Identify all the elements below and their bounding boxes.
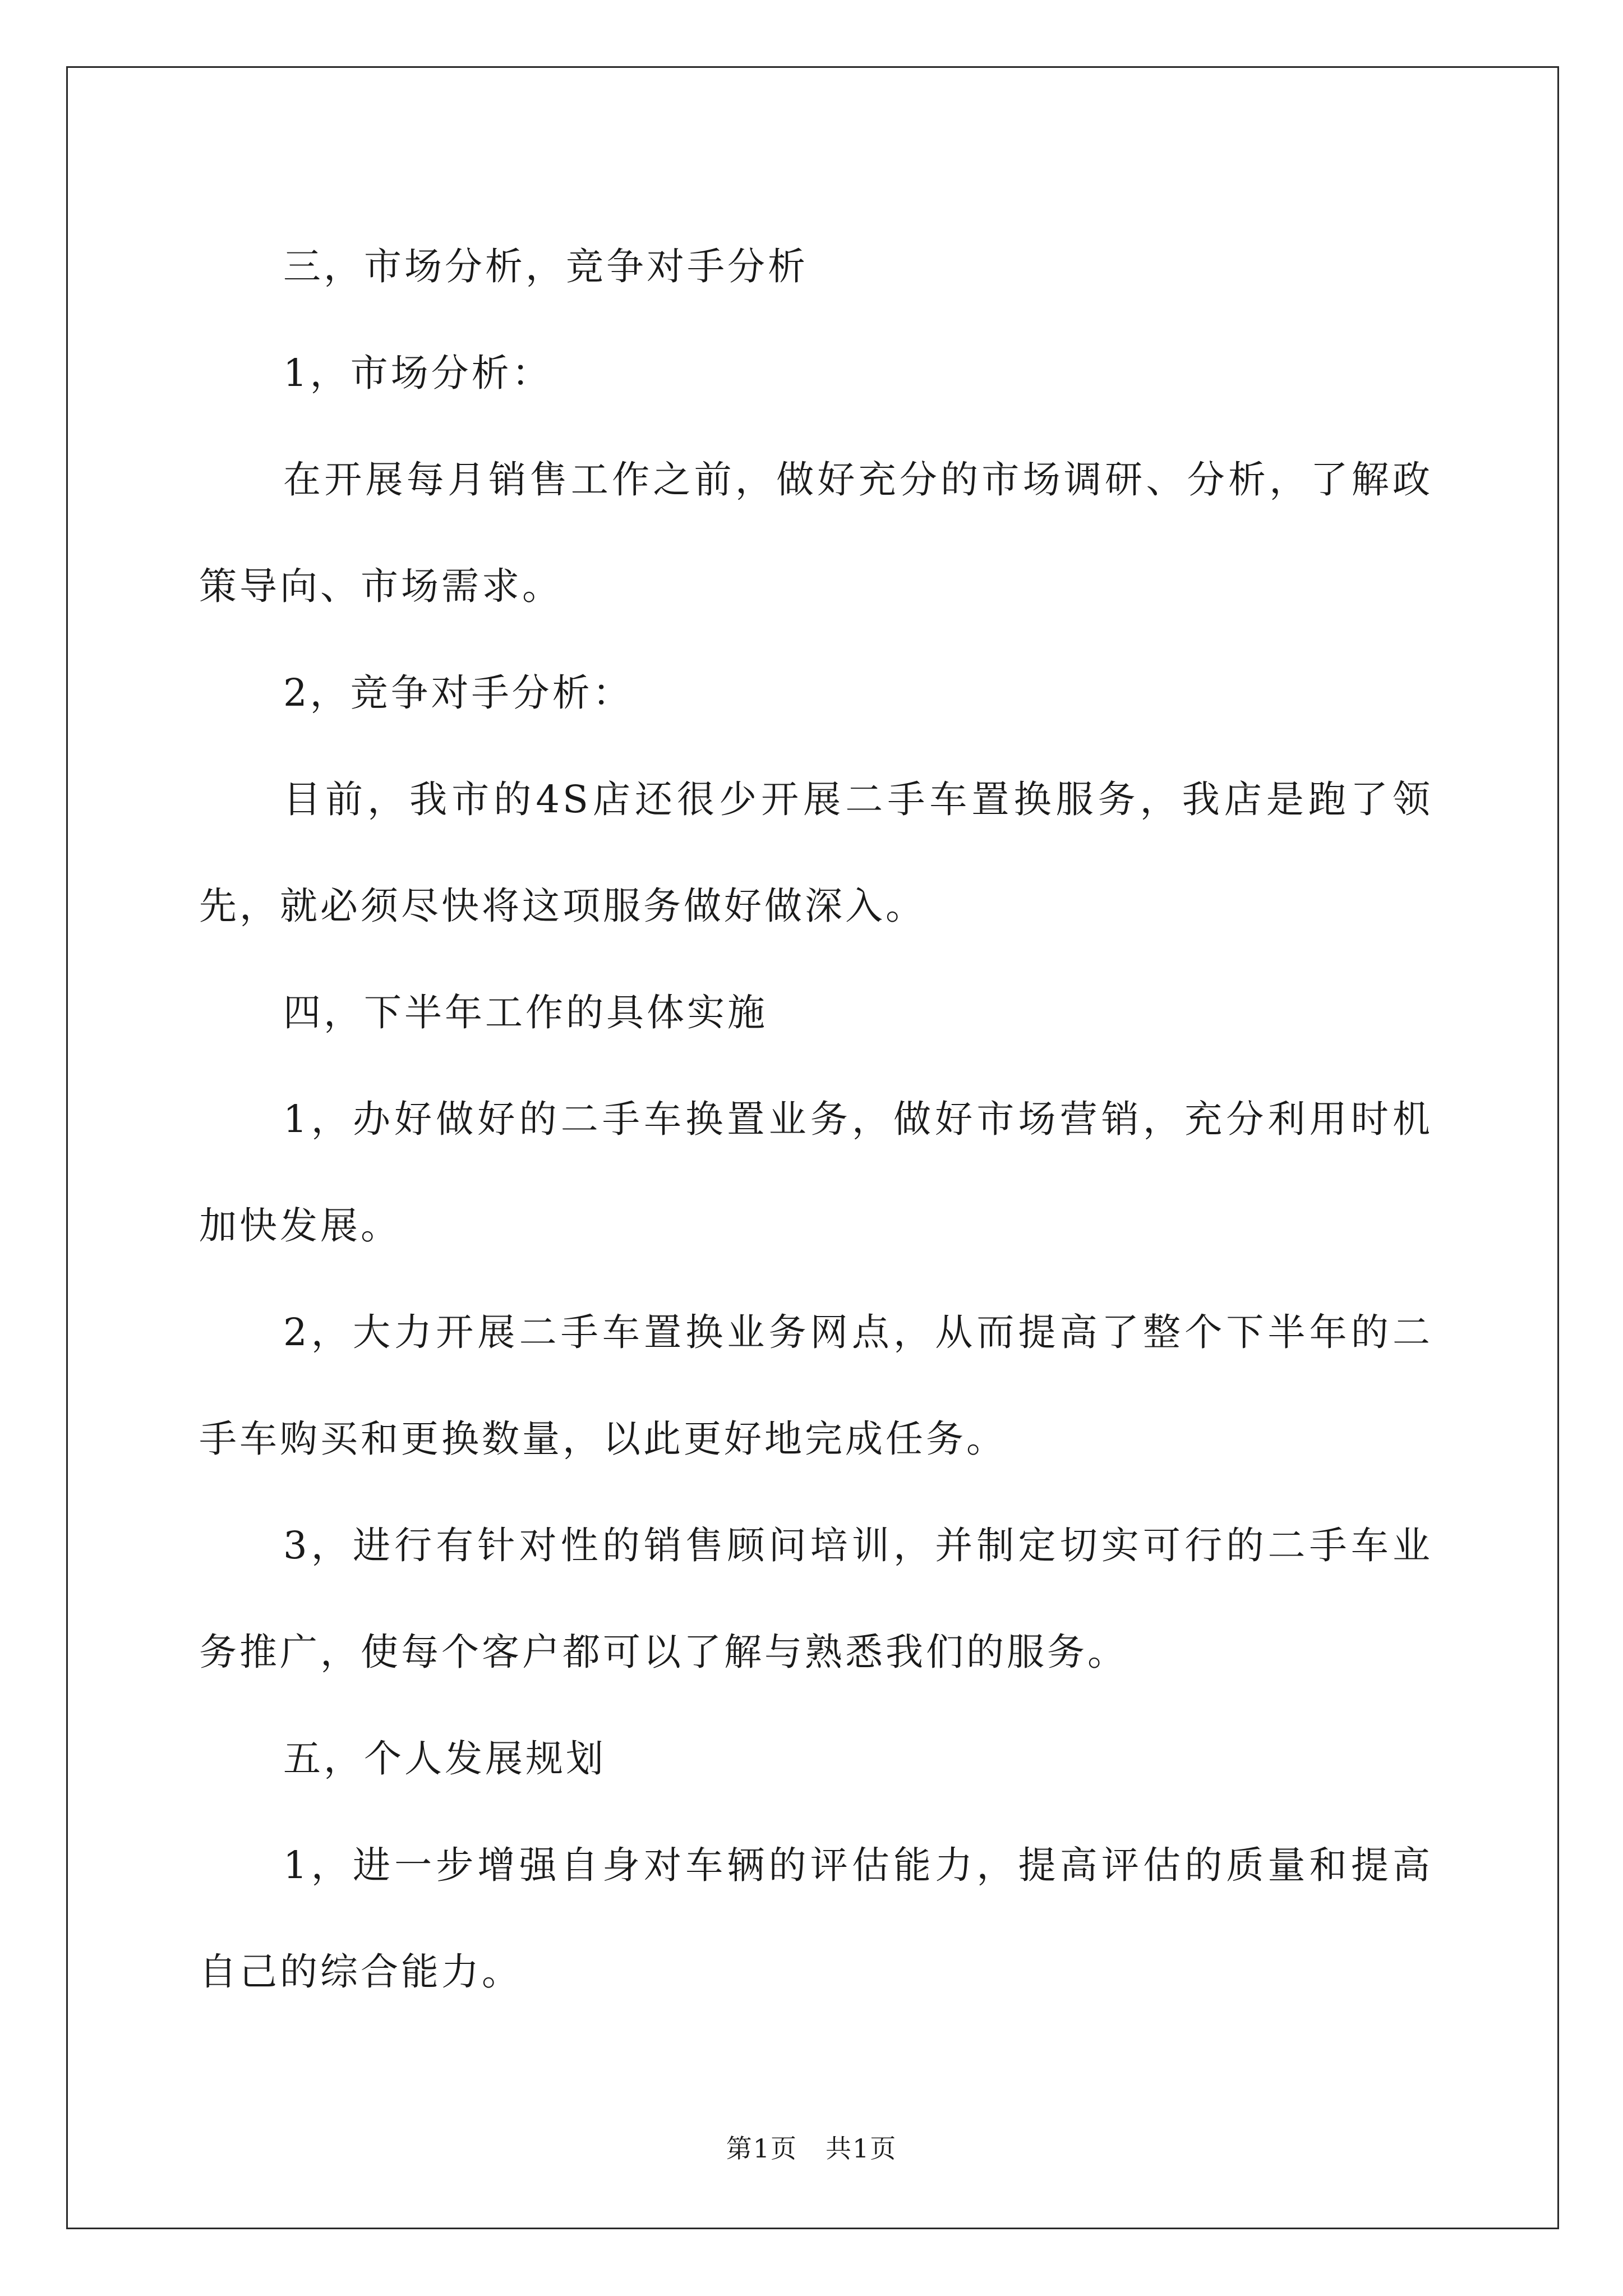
document-body — [199, 213, 1433, 2025]
paragraph-personal-development-1: 1，进一步增强自身对车辆的评估能力，提高评估的质量和提高自己的综合能力。 — [199, 1843, 1433, 1994]
subheading-competitor-analysis: 2，竞争对手分析： — [283, 671, 633, 715]
section-heading-personal-development: 五，个人发展规划 — [283, 1737, 606, 1780]
paragraph-implementation-1: 1，办好做好的二手车换置业务，做好市场营销，充分利用时机加快发展。 — [199, 1097, 1433, 1248]
paragraph-competitor-status: 目前，我市的4S店还很少开展二手车置换服务，我店是跑了领先，就必须尽快将这项服务做好做深入。 — [199, 777, 1433, 928]
page-number-current: 第1页 — [726, 2133, 797, 2164]
paragraph-implementation-3: 3，进行有针对性的销售顾问培训，并制定切实可行的二手车业务推广，使每个客户都可以了解与熟悉我们的服务。 — [199, 1524, 1433, 1674]
subheading-market-analysis: 1，市场分析： — [283, 351, 552, 395]
page-number-total: 共1页 — [826, 2133, 897, 2164]
paragraph-market-research: 在开展每月销售工作之前，做好充分的市场调研、分析，了解政策导向、市场需求。 — [199, 458, 1433, 608]
section-heading-market-analysis: 三，市场分析，竞争对手分析 — [283, 245, 808, 288]
page-footer — [0, 2132, 1623, 2165]
section-heading-implementation: 四，下半年工作的具体实施 — [283, 991, 768, 1034]
paragraph-implementation-2: 2，大力开展二手车置换业务网点，从而提高了整个下半年的二手车购买和更换数量，以此更好地完成任务。 — [199, 1310, 1433, 1461]
